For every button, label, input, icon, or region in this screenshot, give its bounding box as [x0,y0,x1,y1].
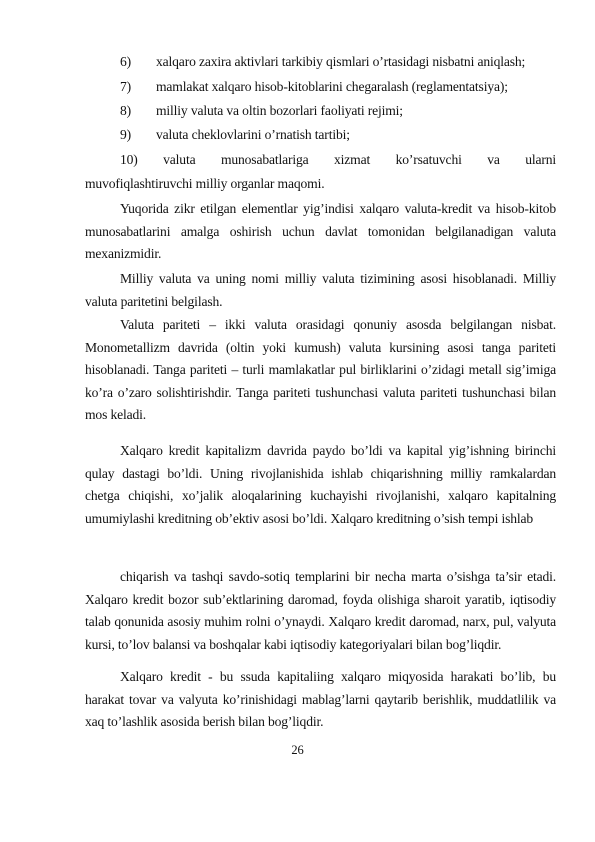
list-item-10-first-line [85,148,556,172]
word: ularni [525,152,556,167]
list-item [120,125,350,145]
paragraph: Xalqaro kredit kapitalizm davrida paydo bo’ldi va kapital yig’ishning birinchi qulay dastagi bo’ldi. Uning rivojlanishida ishlab chiqarishning milliy ramkalardan chetga chiqishi, xo’jalik aloqalarining kuchayishi rivojlanishi, xalqaro kapitalning umumiylashi kreditning ob’ektiv asosi bo’ldi. Xalqaro kreditning o’sish tempi ishlab [85,443,556,526]
paragraph: chiqarish va tashqi savdo-sotiq templarini bir necha marta o’sishga ta’sir etadi. Xalqaro kredit bozor sub’ektlarining daromad, foyda olishiga sharoit yaratib, iqtisodiy talab qonunida asosiy muhim rolni o’ynaydi. Xalqaro kredit daromad, narx, pul, valyuta kursi, to’lov balansi va boshqalar kabi iqtisodiy kategoriyalari bilan bog’liqdir. [85,569,556,652]
list-item-10 [85,148,556,196]
word: xizmat [334,152,371,167]
list-number: 7) [120,79,132,94]
paragraph: Yuqorida zikr etilgan elementlar yig’indisi xalqaro valuta-kredit va hisob-kitob munosabatlarini amalga oshirish uchun davlat tomonidan belgilanadigan valuta mexanizmidir. [85,201,556,262]
list-item [120,101,403,121]
list-text: xalqaro zaxira aktivlari tarkibiy qismlari o’rtasidagi nisbatni aniqlash; [156,54,526,69]
list-item-10-continuation: muvofiqlashtiruvchi milliy organlar maqomi. [85,176,325,191]
list-number: 8) [120,103,132,118]
paragraph: Xalqaro kredit - bu ssuda kapitaliing xalqaro miqyosida harakati bo’lib, bu harakat tovar va valyuta ko’rinishidagi mablag’larni qaytarib berishlik, muddatlilik va xaq to’lashlik asosida berish bilan bog’liqdir. [85,669,556,730]
list-number: 10) [120,152,138,167]
word: munosabatlariga [220,152,309,167]
list-item [120,77,508,97]
word: va [487,152,500,167]
list-text: valuta cheklovlarini o’rnatish tartibi; [156,127,350,142]
paragraph: Milliy valuta va uning nomi milliy valuta tizimining asosi hisoblanadi. Milliy valuta paritetini belgilash. [85,271,556,309]
list-text: milliy valuta va oltin bozorlari faoliyati rejimi; [156,103,403,118]
word: ko’rsatuvchi [395,152,462,167]
paragraph: Valuta pariteti – ikki valuta orasidagi qonuniy asosda belgilangan nisbat. Monometallizm davrida (oltin yoki kumush) valuta kursining asosi tanga pariteti hisoblanadi. Tanga pariteti – turli mamlakatlar pul birliklarini o’zidagi metall sig’imiga ko’ra o’zaro solishtirishdir. Tanga pariteti tushunchasi valuta pariteti tushunchasi bilan mos keladi. [85,317,556,423]
list-number: 9) [120,127,132,142]
list-text: mamlakat xalqaro hisob-kitoblarini chegaralash (reglamentatsiya); [156,79,508,94]
list-item [120,52,525,72]
word: valuta [163,152,196,167]
page-number: 26 [291,743,304,757]
list-number: 6) [120,54,132,69]
